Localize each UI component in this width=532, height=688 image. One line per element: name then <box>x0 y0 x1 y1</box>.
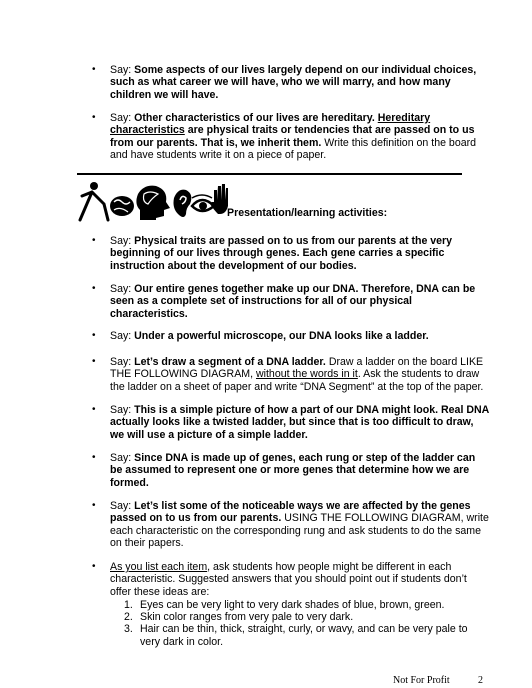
bullet-bold-text: Let’s draw a segment of a DNA ladder. <box>134 356 326 368</box>
bullet-plain-text: Write this definition on the board and have students write it on a piece of paper. <box>110 136 477 161</box>
bullet-bold-text: Some aspects of our lives largely depend on our individual choices, such as what career we will have, who we will marry, and how many children we will have. <box>110 64 477 101</box>
bullet-plain-text: USING THE FOLLOWING DIAGRAM, write each characteristic on the corresponding rung and ask students to do the same on their papers. <box>110 512 489 549</box>
bullet-marker: • <box>92 356 96 367</box>
walking-figure-icon <box>80 182 108 220</box>
bullet-bold-text: Other characteristics of our lives are hereditary. <box>134 112 375 124</box>
intro-bullet-hereditary <box>92 112 490 161</box>
bullet-marker: • <box>92 112 96 123</box>
activity-bullet-microscope <box>92 330 490 342</box>
bullet-marker: • <box>92 452 96 463</box>
bullet-marker: • <box>92 64 96 75</box>
list-item-text: Skin color ranges from very pale to very dark. <box>140 611 354 624</box>
say-label: Say: <box>110 112 132 124</box>
list-number: 1. <box>124 598 133 611</box>
list-item-text: Eyes can be very light to very dark shades of blue, brown, green. <box>140 598 445 611</box>
bullet-marker: • <box>92 500 96 511</box>
bullet-bold-text: Physical traits are passed on to us from our parents at the very beginning of our lives through genes. Each gene carries a specific instruction about the development of our bodies. <box>110 235 453 272</box>
ear-icon <box>174 190 192 217</box>
list-number: 3. <box>124 623 133 636</box>
list-item <box>124 611 490 623</box>
eye-icon <box>192 195 214 211</box>
learning-styles-icon-row <box>78 180 228 222</box>
list-item <box>124 623 490 648</box>
say-label: Say: <box>110 500 132 512</box>
bullet-bold-text: Since DNA is made up of genes, each rung or step of the ladder can be assumed to represent one or more genes that determine how we are formed. <box>110 452 476 489</box>
bullet-marker: • <box>92 561 96 572</box>
list-number: 2. <box>124 611 133 624</box>
activity-bullet-traits <box>92 235 490 272</box>
say-label: Say: <box>110 283 132 295</box>
bullet-marker: • <box>92 330 96 341</box>
bullet-marker: • <box>92 404 96 415</box>
list-item <box>124 599 490 611</box>
bullet-plain-text: Draw a ladder on the board LIKE THE FOLLOWING DIAGRAM, <box>110 356 484 381</box>
activity-bullet-list-ways <box>92 500 490 549</box>
underlined-note: without the words in it <box>255 368 358 381</box>
say-label: Say: <box>110 356 132 368</box>
hand-icon <box>210 184 228 214</box>
bullet-marker: • <box>92 235 96 246</box>
activity-bullet-simple-picture <box>92 404 490 441</box>
say-label: Say: <box>110 235 132 247</box>
bullet-marker: • <box>92 283 96 294</box>
activity-bullet-genes-rungs <box>92 452 490 489</box>
section-divider <box>77 173 462 175</box>
footer-note: Not For Profit <box>393 675 450 686</box>
page-number: 2 <box>478 675 483 686</box>
activity-bullet-dna <box>92 283 490 320</box>
bullet-plain-text-2: . Ask the students to draw the ladder on a sheet of paper and write “DNA Segment” at the top of the paper. <box>110 368 484 393</box>
brain-icon <box>110 196 134 216</box>
section-heading: Presentation/learning activities: <box>227 207 388 219</box>
bullet-bold-text: Let’s list some of the noticeable ways we are affected by the genes passed on to us from our parents. <box>110 500 471 525</box>
bullet-bold-text: This is a simple picture of how a part of our DNA might look. Real DNA actually looks like a twisted ladder, but since that is too difficult to draw, we will use a picture of a simple ladder. <box>110 404 489 441</box>
bullet-plain-text: , ask students how people might be different in each characteristic. Suggested answers that you should point out if students don’t offer these ideas are: <box>110 561 467 598</box>
say-label: Say: <box>110 64 132 76</box>
head-profile-icon <box>136 186 170 220</box>
definition-term: Hereditary characteristics <box>110 112 431 137</box>
suggested-answers-list <box>124 599 490 648</box>
intro-bullet-choices <box>92 64 490 101</box>
say-label: Say: <box>110 404 132 416</box>
activity-bullet-differences <box>92 561 490 648</box>
say-label: Say: <box>110 452 132 464</box>
activity-bullet-ladder <box>92 356 490 393</box>
bullet-bold-text-2: are physical traits or tendencies that are passed on to us from our parents. That is, we inherit them. <box>110 124 475 149</box>
underlined-note: As you list each item <box>110 561 208 573</box>
say-label: Say: <box>110 330 132 342</box>
bullet-bold-text: Under a powerful microscope, our DNA looks like a ladder. <box>134 330 429 342</box>
bullet-bold-text: Our entire genes together make up our DNA. Therefore, DNA can be seen as a complete set of instructions for all of our physical characteristics. <box>110 283 476 320</box>
list-item-text: Hair can be thin, thick, straight, curly, or wavy, and can be very pale to very dark in color. <box>140 623 468 648</box>
